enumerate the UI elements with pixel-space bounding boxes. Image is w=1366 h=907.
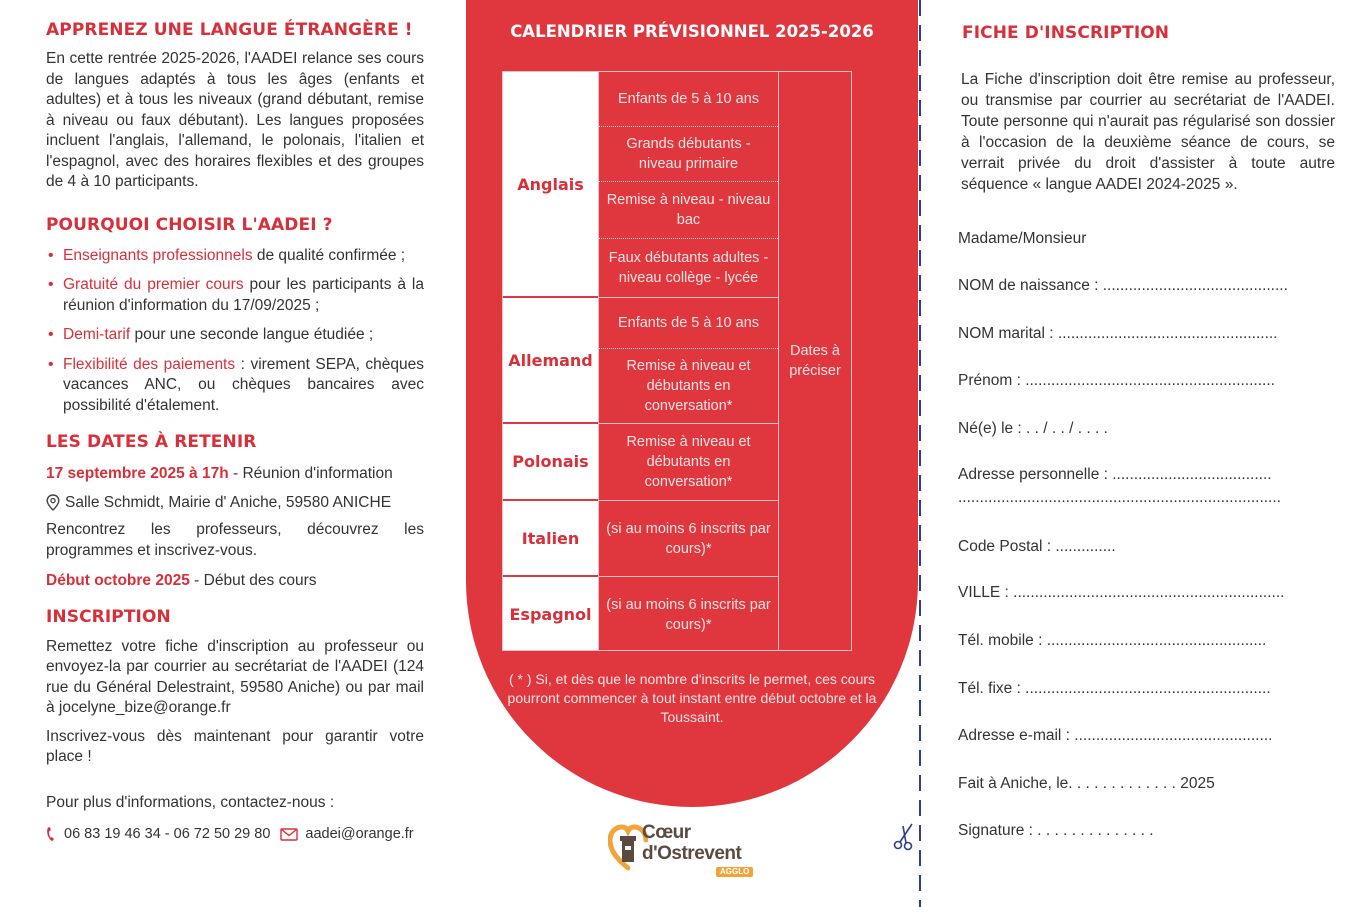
lang-german: Allemand — [503, 298, 598, 424]
intro-paragraph: En cette rentrée 2025-2026, l'AADEI relance ses cours de langues adaptés à tous les âges (enfants et adultes) et à tous les niveaux (grand débutant, remise à niveau ou faux débutant). Les langues proposées incluent l'anglais, l'allemand, le polonais, l'italien et l'espagnol, avec des horaires flexibles et des groupes de 4 à 10 participants. — [46, 50, 424, 190]
mail-icon — [280, 828, 298, 841]
benefit-item: • Demi-tarif pour une seconde langue étudiée ; — [46, 325, 424, 346]
coeur-dostrevent-logo — [606, 818, 766, 880]
calendar-title: CALENDRIER PRÉVISIONNEL 2025-2026 — [510, 22, 874, 41]
lang-italian: Italien — [503, 501, 598, 577]
info-column — [46, 20, 424, 845]
lang-polish: Polonais — [503, 424, 598, 501]
address-field-line2[interactable]: ........................................................................... — [958, 489, 1281, 506]
birth-name-field[interactable]: NOM de naissance : ........................................... — [958, 277, 1288, 294]
lang-english: Anglais — [503, 72, 598, 298]
civility-field[interactable]: Madame/Monsieur — [958, 230, 1087, 247]
level-cell: (si au moins 6 inscrits par cours)* — [606, 596, 771, 633]
benefit-item: • Gratuité du premier cours pour les participants à la réunion d'information du 17/09/2025 ; — [46, 275, 424, 316]
scissors-icon — [893, 822, 919, 852]
phone-numbers: 06 83 19 46 34 - 06 72 50 29 80 — [64, 826, 271, 842]
level-cell: Faux débutants adultes - niveau collège - lycée — [599, 239, 778, 298]
inscription-cta: Inscrivez-vous dès maintenant pour garantir votre place ! — [46, 727, 424, 765]
birth-date-field[interactable]: Né(e) le : . . / . . / . . . . — [958, 420, 1108, 437]
meet-text: Rencontrez les professeurs, découvrez les programmes et inscrivez-vous. — [46, 521, 424, 559]
inscription-title: INSCRIPTION — [46, 606, 171, 627]
mobile-phone-field[interactable]: Tél. mobile : ................................................... — [958, 632, 1267, 649]
contact-line — [46, 824, 424, 845]
contact-intro: Pour plus d'informations, contactez-nous : — [46, 793, 335, 811]
languages-column — [503, 72, 598, 650]
signature-field[interactable]: Signature : . . . . . . . . . . . . . . — [958, 822, 1154, 839]
level-cell: Enfants de 5 à 10 ans — [599, 298, 778, 349]
level-cell: Grands débutants - niveau primaire — [599, 127, 778, 182]
level-cell: Remise à niveau et débutants en conversation* — [599, 349, 778, 424]
first-name-field[interactable]: Prénom : .......................................................... — [958, 372, 1275, 389]
dates-title: LES DATES À RETENIR — [46, 432, 257, 452]
email-field[interactable]: Adresse e-mail : .............................................. — [958, 727, 1273, 744]
logo-line2: d'Ostrevent — [642, 843, 742, 864]
location-pin-icon — [46, 494, 60, 511]
level-cell: Enfants de 5 à 10 ans — [599, 72, 778, 127]
learn-language-title: APPRENEZ UNE LANGUE ÉTRANGÈRE ! — [46, 20, 413, 40]
levels-column — [598, 72, 779, 650]
calendar-footnote: ( * ) Si, et dès que le nombre d'inscrits le permet, ces cours pourront commencer à tout instant entre début octobre et la Toussaint. — [507, 671, 877, 725]
address-field[interactable]: Adresse personnelle : ..................................... — [958, 466, 1272, 483]
level-cell: (si au moins 6 inscrits par cours)* — [599, 501, 778, 577]
level-cell: Remise à niveau - niveau bac — [599, 182, 778, 239]
logo-tag: AGGLO — [716, 867, 753, 877]
level-cell: Remise à niveau et débutants en conversation* — [599, 424, 778, 501]
landline-phone-field[interactable]: Tél. fixe : ......................................................... — [958, 680, 1271, 697]
dates-cell: Dates à préciser — [789, 343, 841, 379]
postal-code-field[interactable]: Code Postal : .............. — [958, 538, 1116, 555]
calendar-table — [502, 71, 852, 651]
why-choose-title: POURQUOI CHOISIR L'AADEI ? — [46, 214, 333, 235]
phone-icon — [46, 826, 56, 842]
city-field[interactable]: VILLE : ............................................................... — [958, 584, 1285, 601]
benefit-item: • Flexibilité des paiements : virement SEPA, chèques vacances ANC, ou chèques bancaires avec possibilité d'étalement. — [46, 355, 424, 417]
logo-line1: Cœur — [642, 822, 691, 843]
benefits-list — [46, 246, 424, 417]
benefit-item: • Enseignants professionnels de qualité confirmée ; — [46, 246, 424, 267]
location-text: Salle Schmidt, Mairie d' Aniche, 59580 ANICHE — [65, 493, 392, 511]
courses-start-date: Début octobre 2025 - Début des cours — [46, 572, 317, 589]
inscription-text: Remettez votre fiche d'inscription au professeur ou envoyez-la par courrier au secrétariat de l'AADEI (124 rue du Général Delestraint, 59580 Aniche) ou par mail à jocelyne_bize@orange.fr — [46, 637, 424, 716]
meeting-date: 17 septembre 2025 à 17h - Réunion d'information — [46, 465, 393, 482]
form-intro: La Fiche d'inscription doit être remise au professeur, ou transmise par courrier au secrétariat de l'AADEI. Toute personne qui n'aurait pas régularisé son dossier à l'occasion de la deuxième séance de cours, se verrait privée du droit d'assister à toute autre séquence « langue AADEI 2024-2025 ». — [961, 71, 1335, 193]
contact-email: aadei@orange.fr — [305, 826, 414, 842]
calendar-panel — [466, 0, 918, 807]
married-name-field[interactable]: NOM marital : ................................................... — [958, 325, 1278, 342]
location-line — [46, 493, 424, 514]
form-title: FICHE D'INSCRIPTION — [962, 23, 1170, 43]
lang-spanish: Espagnol — [509, 605, 592, 624]
cut-line — [918, 0, 922, 907]
place-date-field[interactable]: Fait à Aniche, le. . . . . . . . . . . . . 2025 — [958, 775, 1215, 792]
